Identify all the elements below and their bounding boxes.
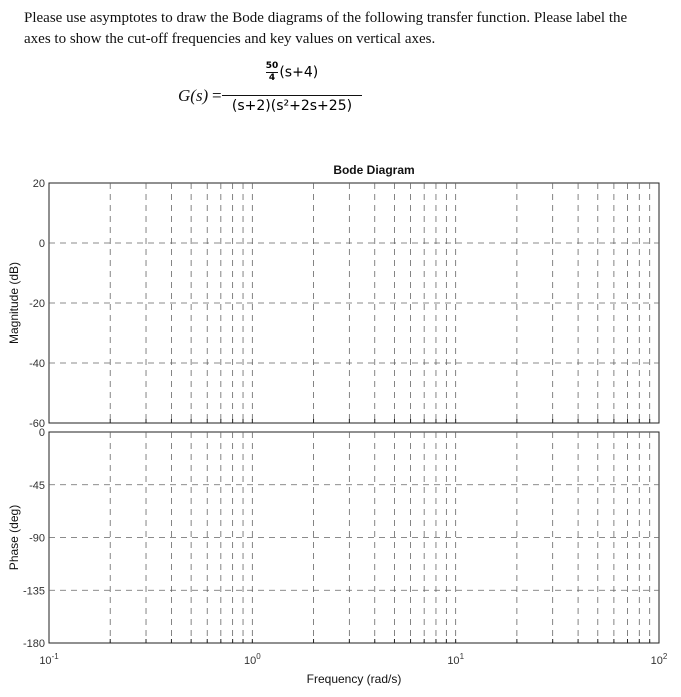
magnitude-tick-label: -40 [29, 358, 45, 370]
magnitude-axis-label: Magnitude (dB) [7, 261, 21, 345]
phase-axis-label: Phase (deg) [7, 504, 21, 571]
x-axis-label: Frequency (rad/s) [306, 672, 402, 686]
gain-numerator: 50 [265, 61, 279, 71]
x-tick-label [244, 652, 261, 667]
question-text: Please use asymptotes to draw the Bode diagrams of the following transfer function. Please label the axes to show the cut-off frequencies and key values on vertical axes. [24, 10, 628, 47]
x-tick-base: 10 [650, 655, 663, 667]
x-tick-exponent: 1 [459, 652, 465, 661]
numerator-factor: (s+4) [279, 64, 319, 81]
x-tick-exponent: 2 [662, 652, 668, 661]
x-tick-label [651, 652, 668, 667]
chart-title: Bode Diagram [333, 163, 415, 177]
x-tick-label [39, 652, 59, 667]
phase-tick-label: -45 [29, 479, 45, 492]
phase-tick-label: -180 [22, 638, 45, 650]
magnitude-tick-label: 20 [32, 178, 45, 190]
gain-denominator: 4 [268, 73, 276, 83]
phase-tick-label: 0 [38, 427, 45, 439]
x-tick-base: 10 [243, 655, 257, 667]
formula-denominator: (s+2)(s²+2s+25) [231, 98, 353, 114]
phase-tick-label: -90 [29, 532, 45, 545]
phase-tick-label: -135 [22, 585, 45, 598]
magnitude-tick-label: -60 [29, 418, 45, 430]
magnitude-tick-label: 0 [38, 238, 45, 250]
x-tick-label [447, 652, 464, 667]
formula-lhs: G(s) [178, 86, 209, 105]
formula-equals: = [212, 86, 222, 105]
x-tick-exponent: 0 [256, 652, 261, 661]
x-tick-exponent: -1 [51, 652, 59, 661]
x-tick-base: 10 [447, 655, 460, 667]
x-tick-base: 10 [39, 655, 52, 667]
magnitude-tick-label: -20 [29, 298, 45, 310]
